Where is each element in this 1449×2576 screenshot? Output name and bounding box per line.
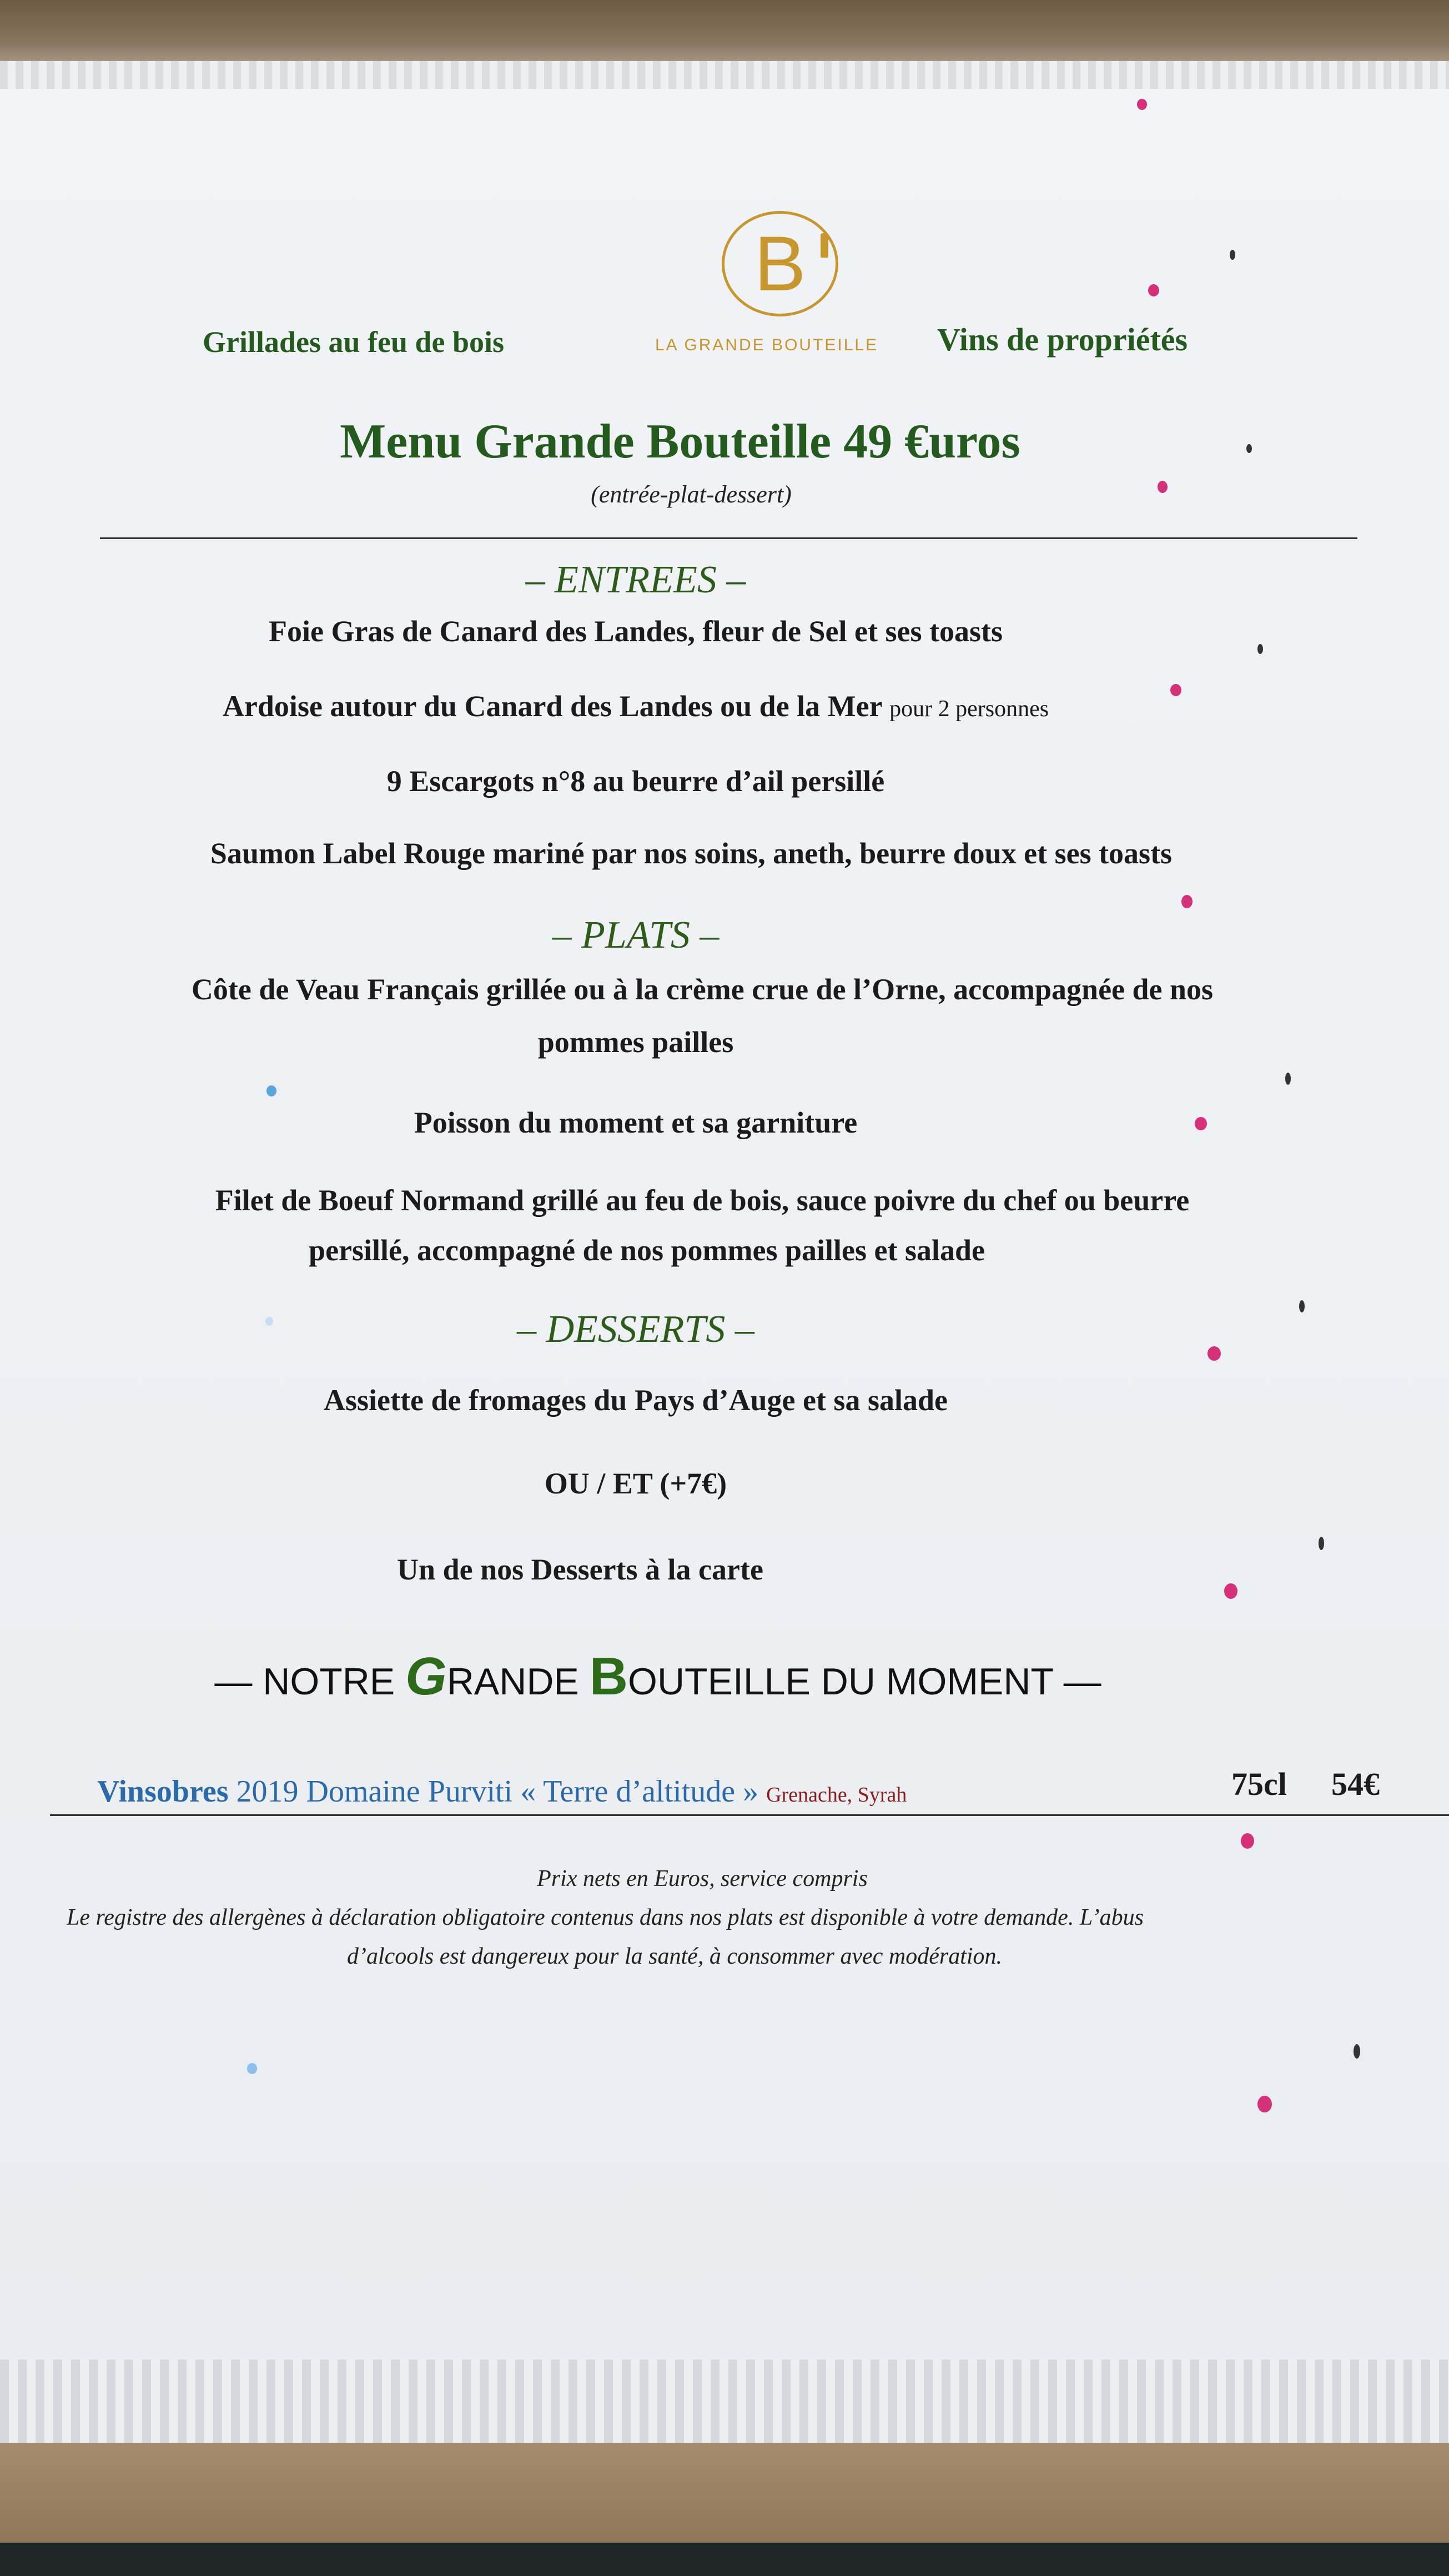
menu-subtitle: (entrée-plat-dessert) — [591, 481, 792, 508]
logo-bottle-icon — [821, 233, 828, 258]
speckle — [1241, 1833, 1254, 1849]
dessert-item: Un de nos Desserts à la carte — [397, 1553, 763, 1586]
speckle — [266, 1085, 276, 1096]
plat-item: Côte de Veau Français grillée ou à la crème crue de l’Orne, accompagnée de nos — [191, 973, 1214, 1006]
entree-item-note: pour 2 personnes — [889, 696, 1049, 722]
featured-letter-g: G — [405, 1647, 447, 1706]
logo-letter: B — [754, 220, 806, 307]
footer-prices: Prix nets en Euros, service compris — [537, 1866, 868, 1891]
speckle — [1299, 1300, 1305, 1312]
plat-item: persillé, accompagné de nos pommes pailles et salade — [309, 1234, 985, 1267]
logo-text: LA GRANDE BOUTEILLE — [655, 336, 879, 354]
speckle — [1224, 1583, 1237, 1599]
footer-allergens: Le registre des allergènes à déclaration obligatoire contenus dans nos plats est disponible à votre demande. L’abus — [67, 1905, 1144, 1930]
wine-line — [97, 1774, 1152, 1809]
dessert-item: Assiette de fromages du Pays d’Auge et sa salade — [324, 1383, 948, 1417]
featured-suffix: OUTEILLE DU MOMENT — — [628, 1661, 1101, 1703]
speckle — [1137, 99, 1147, 110]
featured-rande: RANDE — [446, 1661, 590, 1703]
right-tagline: Vins de propriétés — [937, 321, 1188, 358]
dessert-connector: OU / ET (+7€) — [544, 1467, 727, 1500]
plat-item: Filet de Boeuf Normand grillé au feu de bois, sauce poivre du chef ou beurre — [215, 1184, 1190, 1217]
menu-title: Menu Grande Bouteille 49 €uros — [340, 415, 1020, 469]
plat-item: pommes pailles — [537, 1025, 734, 1059]
plats-title: – PLATS – — [552, 914, 720, 957]
footer-alcohol: d’alcools est dangereux pour la santé, à consommer avec modération. — [346, 1944, 1003, 1969]
speckle — [1148, 284, 1159, 296]
speckle — [265, 1317, 273, 1326]
entree-item: 9 Escargots n°8 au beurre d’ail persillé — [386, 764, 885, 798]
sleeve-edge-top — [0, 61, 1449, 89]
plat-item: Poisson du moment et sa garniture — [414, 1106, 858, 1139]
featured-letter-b: B — [589, 1647, 628, 1706]
speckle — [1257, 2096, 1272, 2112]
entrees-title: – ENTREES – — [525, 559, 746, 601]
featured-heading — [0, 1646, 1382, 1707]
speckle — [1257, 644, 1263, 654]
wine-volume: 75cl — [1231, 1766, 1287, 1802]
speckle — [1230, 250, 1235, 260]
wine-grapes: Grenache, Syrah — [766, 1783, 907, 1807]
entree-item — [0, 677, 1360, 738]
speckle — [247, 2063, 257, 2074]
entree-item: Foie Gras de Canard des Landes, fleur de Sel et ses toasts — [269, 615, 1003, 648]
speckle — [1319, 1537, 1324, 1550]
wine-price: 54€ — [1331, 1766, 1380, 1802]
speckle — [1158, 481, 1168, 493]
featured-prefix: — NOTRE — [214, 1661, 406, 1703]
left-tagline: Grillades au feu de bois — [203, 325, 505, 359]
desserts-title: – DESSERTS – — [517, 1308, 754, 1351]
title-divider — [100, 537, 1357, 539]
wine-divider — [50, 1814, 1449, 1816]
speckle — [1354, 2044, 1360, 2059]
speckle — [1208, 1346, 1221, 1361]
speckle — [1170, 684, 1181, 696]
speckle — [1285, 1073, 1291, 1085]
entree-item-label: Ardoise autour du Canard des Landes ou de la Mer — [222, 690, 882, 723]
speckle — [1195, 1117, 1207, 1130]
wine-description: 2019 Domaine Purviti « Terre d’altitude » — [228, 1774, 767, 1809]
floor-background — [0, 2543, 1449, 2576]
entree-item: Saumon Label Rouge mariné par nos soins, aneth, beurre doux et ses toasts — [210, 837, 1173, 870]
sleeve-edge-bottom — [0, 2359, 1449, 2443]
speckle — [1246, 444, 1252, 453]
speckle — [1181, 895, 1193, 908]
table-background-bottom — [0, 2443, 1449, 2543]
wine-appellation: Vinsobres — [97, 1774, 229, 1809]
